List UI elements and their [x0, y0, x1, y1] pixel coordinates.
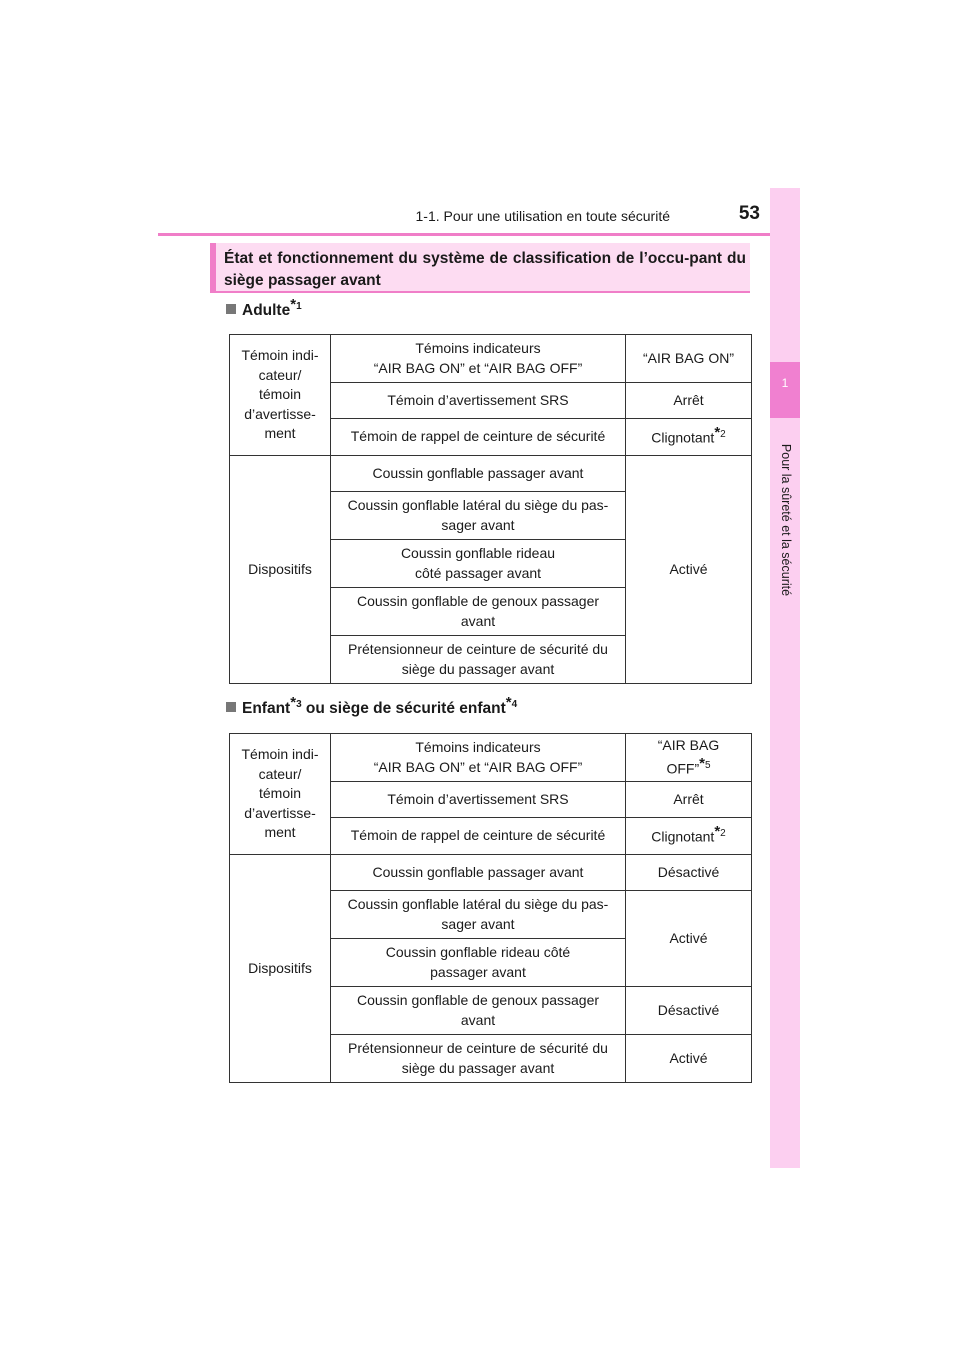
device-state: Activé: [626, 891, 752, 987]
device-item: Coussin gonflable latéral du siège du pas- sager avant: [331, 891, 626, 939]
indicator-state: Clignotant*$^2$: [626, 818, 752, 855]
section-heading: État et fonctionnement du système de classification de l’occu-pant du siège passager avant: [210, 243, 750, 293]
asterisk-icon: *: [714, 424, 721, 442]
indicator-label-cell: Témoin indi- cateur/ témoin d’avertisse- ment: [230, 734, 331, 855]
running-header: 1-1. Pour une utilisation en toute sécurité: [415, 208, 670, 224]
device-item: Coussin gonflable de genoux passager avant: [331, 987, 626, 1035]
chapter-number: 1: [781, 376, 789, 390]
chapter-label: Pour la sûreté et la sécurité: [779, 443, 793, 597]
device-item: Coussin gonflable latéral du siège du pas- sager avant: [331, 492, 626, 540]
device-item: Coussin gonflable rideau côté passager avant: [331, 540, 626, 588]
table-row: [230, 456, 752, 492]
asterisk-icon: *: [505, 694, 512, 711]
chapter-side-strip: [770, 188, 800, 1168]
indicator-state: “AIR BAG ON”: [626, 335, 752, 383]
asterisk-icon: *: [699, 754, 705, 772]
header-rule: [158, 233, 799, 236]
adult-heading: Adulte*$^1$: [226, 301, 302, 320]
device-item: Prétensionneur de ceinture de sécurité du siège du passager avant: [331, 1035, 626, 1083]
table-row: [230, 734, 752, 782]
indicator-item: Témoins indicateurs “AIR BAG ON” et “AIR BAG OFF”: [331, 734, 626, 782]
asterisk-icon: *: [714, 823, 721, 841]
device-state: Désactivé: [626, 987, 752, 1035]
devices-state: Activé: [626, 456, 752, 684]
device-state: Activé: [626, 1035, 752, 1083]
square-bullet-icon: [226, 304, 236, 314]
indicator-label-cell: Témoin indi- cateur/ témoin d’avertisse- ment: [230, 335, 331, 456]
table-row: [230, 855, 752, 891]
indicator-item: Témoin de rappel de ceinture de sécurité: [331, 818, 626, 855]
device-item: Coussin gonflable passager avant: [331, 456, 626, 492]
indicator-state: Clignotant*$^2$: [626, 419, 752, 456]
page-number: 53: [738, 203, 760, 224]
asterisk-icon: *: [290, 296, 297, 313]
indicator-item: Témoins indicateurs “AIR BAG ON” et “AIR BAG OFF”: [331, 335, 626, 383]
child-table: [229, 733, 752, 1083]
devices-label-cell: Dispositifs: [230, 855, 331, 1083]
chapter-tab: [770, 362, 800, 418]
indicator-item: Témoin de rappel de ceinture de sécurité: [331, 419, 626, 456]
devices-label-cell: Dispositifs: [230, 456, 331, 684]
device-state: Désactivé: [626, 855, 752, 891]
table-row: [230, 335, 752, 383]
indicator-state: Arrêt: [626, 782, 752, 818]
indicator-state: “AIR BAG OFF”*$^5$: [626, 734, 752, 782]
square-bullet-icon: [226, 702, 236, 712]
adult-table: [229, 334, 752, 684]
device-item: Coussin gonflable rideau côté passager avant: [331, 939, 626, 987]
asterisk-icon: *: [290, 694, 297, 711]
indicator-state: Arrêt: [626, 383, 752, 419]
indicator-item: Témoin d’avertissement SRS: [331, 782, 626, 818]
device-item: Coussin gonflable passager avant: [331, 855, 626, 891]
indicator-item: Témoin d’avertissement SRS: [331, 383, 626, 419]
child-heading: Enfant*$^3$ ou siège de sécurité enfant*$^4$: [226, 699, 517, 718]
device-item: Prétensionneur de ceinture de sécurité du siège du passager avant: [331, 636, 626, 684]
device-item: Coussin gonflable de genoux passager avant: [331, 588, 626, 636]
